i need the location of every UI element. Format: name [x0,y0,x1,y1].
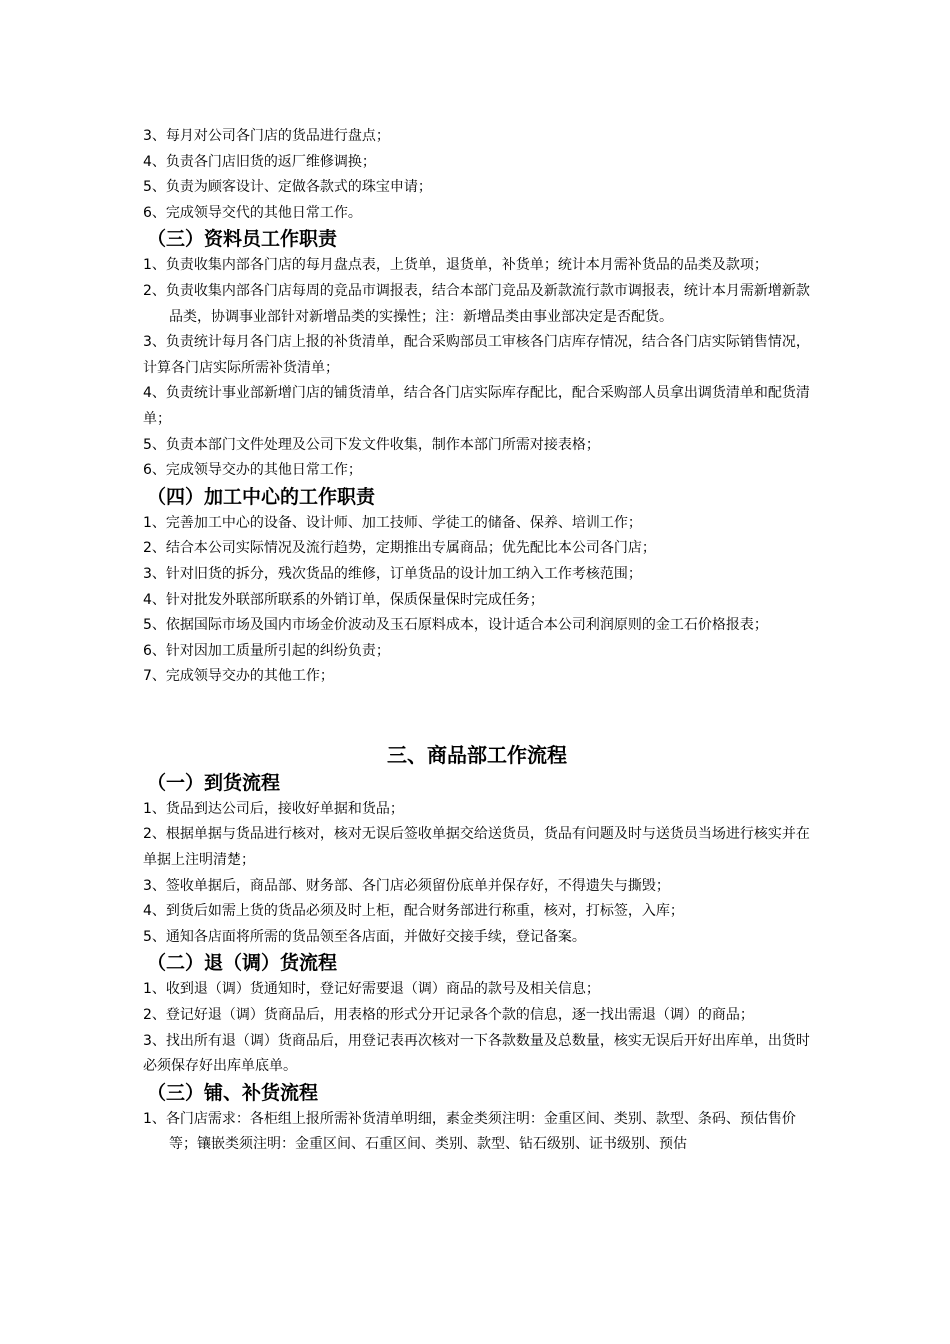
list-item: 4、负责统计事业部新增门店的铺货清单，结合各门店实际库存配比，配合采购部人员拿出调货清单和配货清单； [143,385,810,427]
list-item: 2、负责收集内部各门店每周的竞品市调报表，结合本部门竞品及新款流行款市调报表，统计本月需新增新款品类，协调事业部针对新增品类的实操性；注：新增品类由事业部决定是否配货。 [143,282,810,325]
list-item: 1、货品到达公司后，接收好单据和货品； [143,800,404,817]
list-item: 4、负责各门店旧货的返厂维修调换； [143,153,376,170]
list-item: 4、针对批发外联部所联系的外销订单，保质保量保时完成任务； [143,591,544,608]
list-item: 6、完成领导交代的其他日常工作。 [143,204,362,221]
subsection-heading-puhuo: （三）铺、补货流程 [147,1081,319,1104]
list-item: 6、针对因加工质量所引起的纠纷负责； [143,642,390,659]
list-item: 3、找出所有退（调）货商品后，用登记表再次核对一下各款数量及总数量，核实无误后开好出库单，出货时必须保存好出库单底单。 [143,1032,810,1075]
list-item: 5、负责为顾客设计、定做各款式的珠宝申请； [143,179,432,196]
list-item: 5、通知各店面将所需的货品领至各店面，并做好交接手续，登记备案。 [143,928,586,945]
list-item: 1、完善加工中心的设备、设计师、加工技师、学徒工的储备、保养、培训工作； [143,514,642,531]
subsection-heading-tuihuo: （二）退（调）货流程 [147,952,338,975]
spacer [143,690,811,740]
list-item: 5、负责本部门文件处理及公司下发文件收集，制作本部门所需对接表格； [143,436,600,453]
list-item: 4、到货后如需上货的货品必须及时上柜，配合财务部进行称重，核对，打标签，入库； [143,903,684,920]
list-item: 6、完成领导交办的其他日常工作； [143,462,362,479]
list-item: 3、签收单据后，商品部、财务部、各门店必须留份底单并保存好，不得遗失与撕毁； [143,877,670,894]
subsection-heading-ziliao: （三）资料员工作职责 [147,228,338,251]
subsection-heading-daohuo: （一）到货流程 [147,771,281,794]
list-item: 2、根据单据与货品进行核对，核对无误后签收单据交给送货员，货品有问题及时与送货员当场进行核实并在单据上注明清楚； [143,826,810,869]
list-item: 2、登记好退（调）货商品后，用表格的形式分开记录各个款的信息，逐一找出需退（调）的商品； [143,1007,754,1024]
list-item: 3、每月对公司各门店的货品进行盘点； [143,128,390,144]
list-item: 3、负责统计每月各门店上报的补货清单，配合采购部员工审核各门店库存情况，结合各门店实际销售情况，计算各门店实际所需补货清单； [143,334,810,376]
subsection-heading-jiagong: （四）加工中心的工作职责 [147,485,376,508]
list-item: 1、收到退（调）货通知时，登记好需要退（调）商品的款号及相关信息； [143,981,600,998]
list-item: 1、负责收集内部各门店的每月盘点表，上货单，退货单，补货单；统计本月需补货品的品类及款项； [143,257,768,274]
list-item: 1、各门店需求：各柜组上报所需补货清单明细，素金类须注明：金重区间、类别、款型、条码、预估售价等；镶嵌类须注明：金重区间、石重区间、类别、款型、钻石级别、证书级别、预估 [143,1110,796,1153]
section-title: 三、商品部工作流程 [387,742,567,767]
list-item: 7、完成领导交办的其他工作； [143,668,334,685]
document-page [143,124,811,1158]
list-item: 5、依据国际市场及国内市场金价波动及玉石原料成本，设计适合本公司利润原则的金工石价格报表； [143,617,768,634]
list-item: 2、结合本公司实际情况及流行趋势，定期推出专属商品；优先配比本公司各门店； [143,540,656,557]
list-item: 3、针对旧货的拆分，残次货品的维修，订单货品的设计加工纳入工作考核范围； [143,565,642,582]
